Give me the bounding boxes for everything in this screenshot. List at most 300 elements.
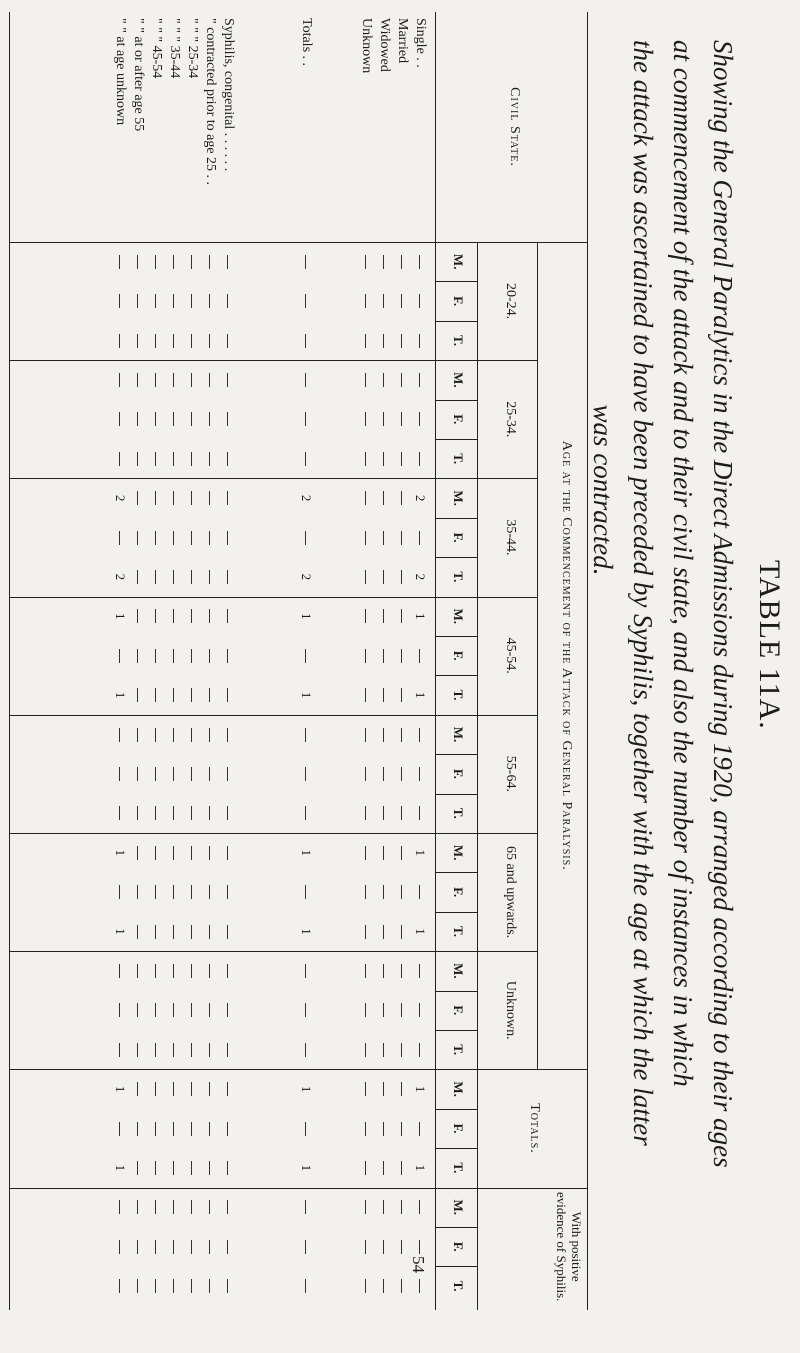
empty-cell-dash — [227, 1082, 228, 1096]
empty-cell-dash — [365, 885, 366, 899]
empty-cell-dash — [401, 1240, 402, 1254]
row-label: " " " 25-34 — [185, 18, 200, 79]
empty-cell-dash — [383, 1240, 384, 1254]
empty-cell-dash — [227, 767, 228, 781]
empty-cell-dash — [173, 649, 174, 663]
empty-cell-dash — [305, 334, 306, 348]
empty-cell-dash — [305, 1200, 306, 1214]
sex-subheader: F. — [451, 296, 466, 307]
sex-subheader: M. — [451, 253, 466, 270]
empty-cell-dash — [191, 925, 192, 939]
empty-cell-dash — [383, 373, 384, 387]
empty-cell-dash — [173, 373, 174, 387]
empty-cell-dash — [305, 767, 306, 781]
sex-subheader: T. — [451, 1162, 466, 1174]
empty-cell-dash — [401, 1003, 402, 1017]
sex-subheader: T. — [451, 926, 466, 937]
empty-cell-dash — [191, 412, 192, 426]
empty-cell-dash — [209, 1200, 210, 1214]
empty-cell-dash — [401, 806, 402, 820]
cell-value: 1 — [113, 1164, 128, 1172]
sex-subheader: T. — [451, 807, 466, 819]
empty-cell-dash — [155, 255, 156, 269]
empty-cell-dash — [173, 885, 174, 899]
empty-cell-dash — [419, 885, 420, 899]
empty-cell-dash — [419, 255, 420, 269]
empty-cell-dash — [173, 1122, 174, 1136]
empty-cell-dash — [191, 728, 192, 742]
empty-cell-dash — [365, 1043, 366, 1057]
empty-cell-dash — [365, 1161, 366, 1175]
empty-cell-dash — [173, 688, 174, 702]
empty-cell-dash — [173, 1161, 174, 1175]
cell-value: 1 — [299, 849, 314, 856]
cell-value: 2 — [413, 494, 428, 502]
empty-cell-dash — [305, 373, 306, 387]
empty-cell-dash — [419, 1043, 420, 1057]
empty-cell-dash — [383, 885, 384, 899]
empty-cell-dash — [419, 334, 420, 348]
civil-state-header: Civil State. — [507, 87, 522, 167]
empty-cell-dash — [305, 1043, 306, 1057]
empty-cell-dash — [305, 728, 306, 742]
empty-cell-dash — [401, 334, 402, 348]
sex-subheader: T. — [451, 1280, 466, 1292]
empty-cell-dash — [155, 885, 156, 899]
empty-cell-dash — [191, 570, 192, 584]
empty-cell-dash — [191, 452, 192, 466]
empty-cell-dash — [137, 373, 138, 387]
syphilis-evidence-header: With positive evidence of Syphilis. — [554, 1191, 584, 1302]
subheader-rule — [435, 12, 436, 1310]
empty-cell-dash — [137, 846, 138, 860]
cell-value: 2 — [413, 573, 428, 581]
empty-cell-dash — [383, 531, 384, 545]
empty-cell-dash — [305, 294, 306, 308]
empty-cell-dash — [155, 1240, 156, 1254]
cell-value: 2 — [113, 494, 128, 502]
empty-cell-dash — [155, 609, 156, 623]
empty-cell-dash — [419, 531, 420, 545]
empty-cell-dash — [137, 570, 138, 584]
empty-cell-dash — [173, 1082, 174, 1096]
empty-cell-dash — [401, 885, 402, 899]
empty-cell-dash — [365, 531, 366, 545]
age-group-label: 65 and upwards. — [503, 846, 518, 939]
empty-cell-dash — [191, 255, 192, 269]
empty-cell-dash — [119, 767, 120, 781]
empty-cell-dash — [383, 1122, 384, 1136]
empty-cell-dash — [365, 491, 366, 505]
empty-cell-dash — [119, 412, 120, 426]
empty-cell-dash — [119, 649, 120, 663]
empty-cell-dash — [191, 688, 192, 702]
page-number: 54 — [409, 1256, 428, 1273]
empty-cell-dash — [155, 452, 156, 466]
empty-cell-dash — [365, 688, 366, 702]
empty-cell-dash — [191, 964, 192, 978]
empty-cell-dash — [401, 1122, 402, 1136]
empty-cell-dash — [365, 925, 366, 939]
empty-cell-dash — [305, 806, 306, 820]
empty-cell-dash — [191, 767, 192, 781]
empty-cell-dash — [365, 334, 366, 348]
empty-cell-dash — [209, 964, 210, 978]
empty-cell-dash — [137, 1122, 138, 1136]
empty-cell-dash — [173, 728, 174, 742]
empty-cell-dash — [119, 373, 120, 387]
table-title: TABLE 11A. — [753, 560, 786, 730]
age-group-label: 45-54. — [503, 637, 518, 674]
empty-cell-dash — [305, 1279, 306, 1293]
empty-cell-dash — [227, 491, 228, 505]
row-label: Single . . — [413, 18, 428, 68]
age-header-rule — [477, 242, 478, 1310]
age-group-label: 55-64. — [503, 755, 518, 792]
empty-cell-dash — [227, 1003, 228, 1017]
cell-value: 1 — [413, 849, 428, 856]
empty-cell-dash — [419, 1200, 420, 1214]
empty-cell-dash — [173, 1240, 174, 1254]
empty-cell-dash — [227, 255, 228, 269]
empty-cell-dash — [155, 1161, 156, 1175]
sex-subheader: T. — [451, 1044, 466, 1056]
empty-cell-dash — [383, 1003, 384, 1017]
empty-cell-dash — [305, 412, 306, 426]
cell-value: 1 — [413, 1085, 428, 1093]
empty-cell-dash — [119, 1122, 120, 1136]
empty-cell-dash — [209, 846, 210, 860]
cell-value: 1 — [299, 1164, 314, 1172]
empty-cell-dash — [365, 609, 366, 623]
caption-line-3: the attack was ascertained to have been preceded by Syphilis, together with the age at which the latter — [628, 40, 658, 1146]
cell-value: 1 — [299, 613, 314, 620]
age-group-header: Age at the Commencement of the Attack of General Paralysis. — [559, 440, 574, 871]
empty-cell-dash — [155, 925, 156, 939]
empty-cell-dash — [365, 452, 366, 466]
empty-cell-dash — [137, 688, 138, 702]
empty-cell-dash — [365, 964, 366, 978]
empty-cell-dash — [173, 846, 174, 860]
empty-cell-dash — [383, 1200, 384, 1214]
empty-cell-dash — [227, 373, 228, 387]
empty-cell-dash — [137, 1082, 138, 1096]
empty-cell-dash — [365, 649, 366, 663]
row-label: " " at age unknown — [113, 18, 128, 126]
sex-subheader: M. — [451, 963, 466, 979]
empty-cell-dash — [191, 1200, 192, 1214]
empty-cell-dash — [383, 255, 384, 269]
empty-cell-dash — [119, 531, 120, 545]
group-divider — [10, 1069, 588, 1070]
empty-cell-dash — [173, 1200, 174, 1214]
age-group-label: 20-24. — [503, 283, 518, 320]
empty-cell-dash — [365, 294, 366, 308]
empty-cell-dash — [137, 806, 138, 820]
empty-cell-dash — [419, 1003, 420, 1017]
cell-value: 1 — [299, 1085, 314, 1093]
empty-cell-dash — [191, 806, 192, 820]
empty-cell-dash — [365, 1240, 366, 1254]
empty-cell-dash — [155, 334, 156, 348]
empty-cell-dash — [227, 1122, 228, 1136]
empty-cell-dash — [173, 806, 174, 820]
empty-cell-dash — [119, 728, 120, 742]
empty-cell-dash — [305, 255, 306, 269]
empty-cell-dash — [401, 255, 402, 269]
empty-cell-dash — [173, 531, 174, 545]
empty-cell-dash — [155, 688, 156, 702]
empty-cell-dash — [383, 334, 384, 348]
empty-cell-dash — [191, 1122, 192, 1136]
empty-cell-dash — [227, 570, 228, 584]
caption-line-1: Showing the General Paralytics in the Direct Admissions during 1920, arranged according to their ages — [708, 40, 738, 1168]
empty-cell-dash — [155, 1043, 156, 1057]
empty-cell-dash — [401, 1200, 402, 1214]
sex-subheader: M. — [451, 726, 466, 743]
empty-cell-dash — [191, 1003, 192, 1017]
empty-cell-dash — [119, 1003, 120, 1017]
empty-cell-dash — [155, 373, 156, 387]
empty-cell-dash — [383, 1161, 384, 1175]
empty-cell-dash — [155, 570, 156, 584]
cell-value: 1 — [113, 613, 128, 620]
row-label: " " at or after age 55 — [131, 18, 146, 132]
empty-cell-dash — [209, 767, 210, 781]
empty-cell-dash — [401, 964, 402, 978]
empty-cell-dash — [209, 649, 210, 663]
empty-cell-dash — [173, 452, 174, 466]
empty-cell-dash — [227, 806, 228, 820]
cell-value: 1 — [113, 1085, 128, 1093]
empty-cell-dash — [401, 846, 402, 860]
empty-cell-dash — [383, 846, 384, 860]
empty-cell-dash — [137, 1279, 138, 1293]
cell-value: 1 — [113, 849, 128, 856]
table-bottom-rule — [9, 12, 10, 1310]
empty-cell-dash — [227, 728, 228, 742]
sex-subheader: T. — [451, 571, 466, 583]
sex-subheader: F. — [451, 532, 466, 543]
cell-value: 2 — [299, 494, 314, 502]
empty-cell-dash — [119, 1279, 120, 1293]
row-label: " contracted prior to age 25 . . — [203, 18, 218, 186]
empty-cell-dash — [419, 412, 420, 426]
empty-cell-dash — [365, 846, 366, 860]
empty-cell-dash — [173, 255, 174, 269]
caption-line-4: was contracted. — [588, 404, 618, 576]
empty-cell-dash — [227, 688, 228, 702]
empty-cell-dash — [383, 925, 384, 939]
age-group-label: 25-34. — [503, 401, 518, 438]
sex-subheader: T. — [451, 689, 466, 701]
empty-cell-dash — [401, 767, 402, 781]
empty-cell-dash — [155, 649, 156, 663]
empty-cell-dash — [209, 570, 210, 584]
empty-cell-dash — [155, 964, 156, 978]
empty-cell-dash — [383, 570, 384, 584]
empty-cell-dash — [227, 925, 228, 939]
empty-cell-dash — [365, 806, 366, 820]
empty-cell-dash — [209, 1161, 210, 1175]
empty-cell-dash — [305, 1122, 306, 1136]
empty-cell-dash — [419, 373, 420, 387]
empty-cell-dash — [383, 806, 384, 820]
empty-cell-dash — [383, 688, 384, 702]
empty-cell-dash — [191, 531, 192, 545]
empty-cell-dash — [401, 570, 402, 584]
empty-cell-dash — [365, 1082, 366, 1096]
empty-cell-dash — [155, 1122, 156, 1136]
empty-cell-dash — [119, 452, 120, 466]
empty-cell-dash — [155, 846, 156, 860]
empty-cell-dash — [137, 885, 138, 899]
group-header-rule — [537, 242, 538, 1069]
empty-cell-dash — [383, 767, 384, 781]
empty-cell-dash — [365, 1200, 366, 1214]
row-label: Unknown — [359, 18, 374, 74]
empty-cell-dash — [227, 609, 228, 623]
empty-cell-dash — [173, 1279, 174, 1293]
empty-cell-dash — [119, 885, 120, 899]
age-group-label: Unknown. — [503, 980, 518, 1040]
row-label: Widowed — [377, 18, 392, 72]
empty-cell-dash — [137, 294, 138, 308]
empty-cell-dash — [383, 412, 384, 426]
empty-cell-dash — [191, 294, 192, 308]
empty-cell-dash — [155, 294, 156, 308]
empty-cell-dash — [383, 728, 384, 742]
empty-cell-dash — [191, 1082, 192, 1096]
cell-value: 2 — [113, 573, 128, 581]
row-label: Married — [395, 18, 410, 64]
empty-cell-dash — [191, 885, 192, 899]
empty-cell-dash — [209, 531, 210, 545]
empty-cell-dash — [305, 1240, 306, 1254]
sex-subheader: F. — [451, 1123, 466, 1134]
empty-cell-dash — [209, 688, 210, 702]
empty-cell-dash — [401, 1161, 402, 1175]
empty-cell-dash — [137, 964, 138, 978]
empty-cell-dash — [365, 373, 366, 387]
empty-cell-dash — [191, 609, 192, 623]
empty-cell-dash — [365, 570, 366, 584]
empty-cell-dash — [209, 1082, 210, 1096]
empty-cell-dash — [137, 1003, 138, 1017]
empty-cell-dash — [383, 452, 384, 466]
empty-cell-dash — [119, 334, 120, 348]
cell-value: 1 — [413, 1164, 428, 1172]
empty-cell-dash — [305, 885, 306, 899]
cell-value: 1 — [413, 613, 428, 620]
empty-cell-dash — [419, 1240, 420, 1254]
empty-cell-dash — [137, 649, 138, 663]
row-label: Totals . . — [299, 18, 314, 67]
sex-subheader: M. — [451, 490, 466, 506]
sex-subheader: M. — [451, 844, 466, 861]
empty-cell-dash — [137, 1043, 138, 1057]
table-top-rule — [587, 12, 588, 1310]
row-label: " " " 35-44 — [167, 18, 182, 79]
empty-cell-dash — [401, 925, 402, 939]
empty-cell-dash — [119, 294, 120, 308]
empty-cell-dash — [365, 255, 366, 269]
empty-cell-dash — [155, 1279, 156, 1293]
empty-cell-dash — [191, 846, 192, 860]
empty-cell-dash — [155, 412, 156, 426]
empty-cell-dash — [173, 491, 174, 505]
empty-cell-dash — [227, 1240, 228, 1254]
empty-cell-dash — [365, 728, 366, 742]
empty-cell-dash — [419, 649, 420, 663]
empty-cell-dash — [191, 334, 192, 348]
empty-cell-dash — [209, 1003, 210, 1017]
group-divider — [10, 1188, 588, 1189]
empty-cell-dash — [209, 373, 210, 387]
empty-cell-dash — [419, 964, 420, 978]
cell-value: 2 — [299, 573, 314, 581]
empty-cell-dash — [365, 1122, 366, 1136]
empty-cell-dash — [401, 491, 402, 505]
cell-value: 1 — [413, 691, 428, 699]
empty-cell-dash — [419, 452, 420, 466]
empty-cell-dash — [401, 649, 402, 663]
empty-cell-dash — [419, 767, 420, 781]
empty-cell-dash — [173, 334, 174, 348]
empty-cell-dash — [137, 452, 138, 466]
row-label: Syphilis, congenital . . . . . . — [221, 18, 236, 172]
empty-cell-dash — [227, 1043, 228, 1057]
empty-cell-dash — [137, 334, 138, 348]
totals-header: Totals. — [527, 1103, 542, 1154]
empty-cell-dash — [227, 846, 228, 860]
empty-cell-dash — [191, 373, 192, 387]
empty-cell-dash — [209, 412, 210, 426]
empty-cell-dash — [155, 1200, 156, 1214]
empty-cell-dash — [401, 1279, 402, 1293]
empty-cell-dash — [401, 609, 402, 623]
row-label: " " " 45-54 — [149, 18, 164, 79]
empty-cell-dash — [383, 964, 384, 978]
empty-cell-dash — [419, 1279, 420, 1293]
empty-cell-dash — [383, 294, 384, 308]
empty-cell-dash — [119, 1043, 120, 1057]
sex-subheader: M. — [451, 372, 466, 388]
empty-cell-dash — [401, 452, 402, 466]
empty-cell-dash — [305, 1003, 306, 1017]
cell-value: 1 — [413, 928, 428, 935]
cell-value: 1 — [113, 691, 128, 699]
empty-cell-dash — [305, 964, 306, 978]
empty-cell-dash — [209, 1122, 210, 1136]
empty-cell-dash — [383, 649, 384, 663]
empty-cell-dash — [401, 1043, 402, 1057]
empty-cell-dash — [365, 1003, 366, 1017]
empty-cell-dash — [137, 255, 138, 269]
sex-subheader: F. — [451, 1005, 466, 1016]
cell-value: 1 — [299, 928, 314, 935]
empty-cell-dash — [155, 491, 156, 505]
empty-cell-dash — [401, 373, 402, 387]
empty-cell-dash — [419, 294, 420, 308]
empty-cell-dash — [209, 609, 210, 623]
empty-cell-dash — [173, 964, 174, 978]
empty-cell-dash — [173, 1003, 174, 1017]
empty-cell-dash — [209, 294, 210, 308]
caption-line-2: at commencement of the attack and to their civil state, and also the number of instances in which — [668, 40, 698, 1087]
sex-subheader: M. — [451, 608, 466, 625]
empty-cell-dash — [227, 531, 228, 545]
